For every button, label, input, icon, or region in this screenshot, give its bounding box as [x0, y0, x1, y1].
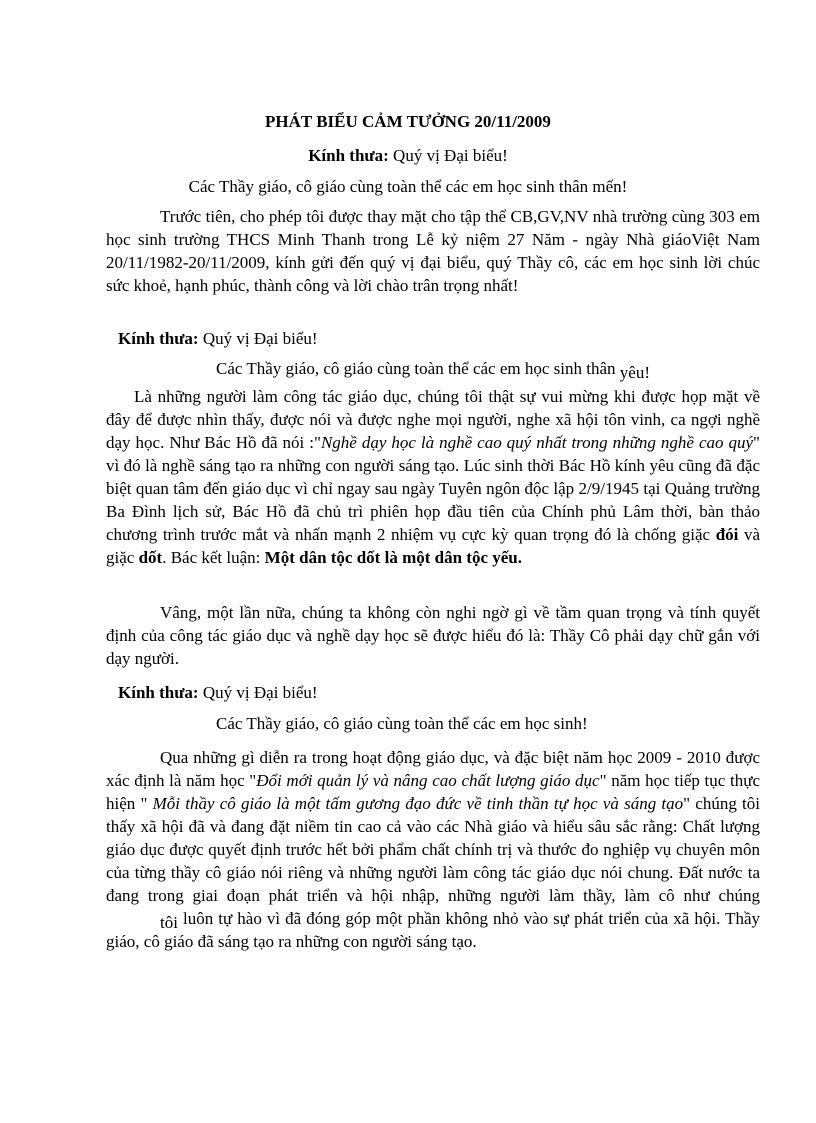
p4-text-1: Qua những gì diễn ra trong hoạt động giáo dục, và đặc biệt năm học 2009 - 2010 được xác định là năm học "	[106, 748, 760, 790]
p4-quote-2: Mỗi thầy cô giáo là một tấm gương đạo đức về tinh thần tự học và sáng tạo	[147, 794, 684, 813]
salutation-guests: Quý vị Đại biểu!	[202, 329, 318, 348]
p2-conclusion: Một dân tộc dốt là một dân tộc yếu.	[264, 548, 523, 567]
salutation-guests: Quý vị Đại biểu!	[393, 146, 508, 165]
paragraph-4	[106, 746, 760, 953]
greeting-2	[216, 359, 650, 382]
document-title: PHÁT BIỂU CẢM TƯỞNG 20/11/2009	[265, 112, 551, 131]
salutation-2	[118, 329, 318, 349]
p2-text-2: " vì đó là nghề sáng tạo ra những con người sáng tạo. Lúc sinh thời Bác Hồ kính yêu cũng đã đặc biệt quan tâm đến giáo dục vì chỉ ngay sau ngày Tuyên ngôn độc lập 2/9/1945 tại Quảng trường Ba Đình lịch sử, Bác Hồ đã chủ trì phiên họp đầu tiên của Chính phủ Lâm thời, bàn thảo chương trình trước mắt và nhấn mạnh 2 nhiệm vụ cực kỳ quan trọng đó là chống giặc	[106, 433, 760, 544]
p2-bold-hunger: đói	[715, 525, 739, 544]
greeting-3: Các Thầy giáo, cô giáo cùng toàn thể các em học sinh!	[216, 714, 588, 733]
salutation-label: Kính thưa:	[308, 146, 389, 165]
greeting-2-text: Các Thầy giáo, cô giáo cùng toàn thể các em học sinh thân	[216, 359, 616, 378]
salutation-label: Kính thưa:	[118, 329, 199, 348]
p2-text-4: . Bác kết luận:	[162, 548, 261, 567]
p4-text-2: " năm học tiếp tục thực hiện "	[106, 771, 760, 813]
greeting-1: Các Thầy giáo, cô giáo cùng toàn thể các em học sinh thân mến!	[188, 177, 628, 196]
p4-quote-1: Đổi mới quản lý và nâng cao chất lượng giáo dục	[256, 771, 600, 790]
p4-text-4: luôn tự hào vì đã đóng góp một phần không nhỏ vào sự phát triển của xã hội. Thầy giáo, cô giáo đã sáng tạo ra những con người sáng tạo.	[106, 909, 760, 951]
salutation-label: Kính thưa:	[118, 683, 199, 702]
salutation-guests: Quý vị Đại biểu!	[202, 683, 318, 702]
p2-text-1: Là những người làm công tác giáo dục, chúng tôi thật sự vui mừng khi được họp mặt về đây để được nhìn thấy, được nói và được nghe mọi người, nghe xã hội tôn vinh, ca ngợi nghề dạy học. Như Bác Hồ đã nói :"	[106, 387, 760, 452]
paragraph-2	[106, 385, 760, 569]
p4-subscript: tôi	[160, 913, 178, 932]
salutation-3	[118, 683, 318, 703]
greeting-2-end: yêu!	[619, 363, 650, 382]
salutation-1	[0, 146, 816, 166]
p2-text-3: và giặc	[106, 525, 761, 567]
p2-quote: Nghề dạy học là nghề cao quý nhất trong những nghề cao quý	[320, 433, 754, 452]
paragraph-1: Trước tiên, cho phép tôi được thay mặt cho tập thể CB,GV,NV nhà trường cùng 303 em học sinh trường THCS Minh Thanh trong Lễ kỷ niệm 27 Năm - ngày Nhà giáoViệt Nam 20/11/1982-20/11/2009, kính gửi đến quý vị đại biểu, quý Thầy cô, các em học sinh lời chúc sức khoẻ, hạnh phúc, thành công và lời chào trân trọng nhất!	[106, 207, 760, 295]
p4-text-3: " chúng tôi thấy xã hội đã và đang đặt niềm tin cao cả vào các Nhà giáo và hiểu sâu sắc rằng: Chất lượng giáo dục được quyết định trước hết bởi phẩm chất chính trị và thước đo nghiệp vụ chuyên môn của từng thầy cô giáo nói riêng và những người làm công tác giáo dục nói chung. Đất nước ta đang trong giai đoạn phát triển và hội nhập, những người làm thầy, làm cô như chúng	[106, 794, 760, 905]
paragraph-3: Vâng, một lần nữa, chúng ta không còn nghi ngờ gì về tầm quan trọng và tính quyết định của công tác giáo dục và nghề dạy học sẽ được hiểu đó là: Thầy Cô phải dạy chữ gắn với dạy người.	[106, 603, 760, 668]
p2-bold-ignorance: dốt	[138, 548, 163, 567]
